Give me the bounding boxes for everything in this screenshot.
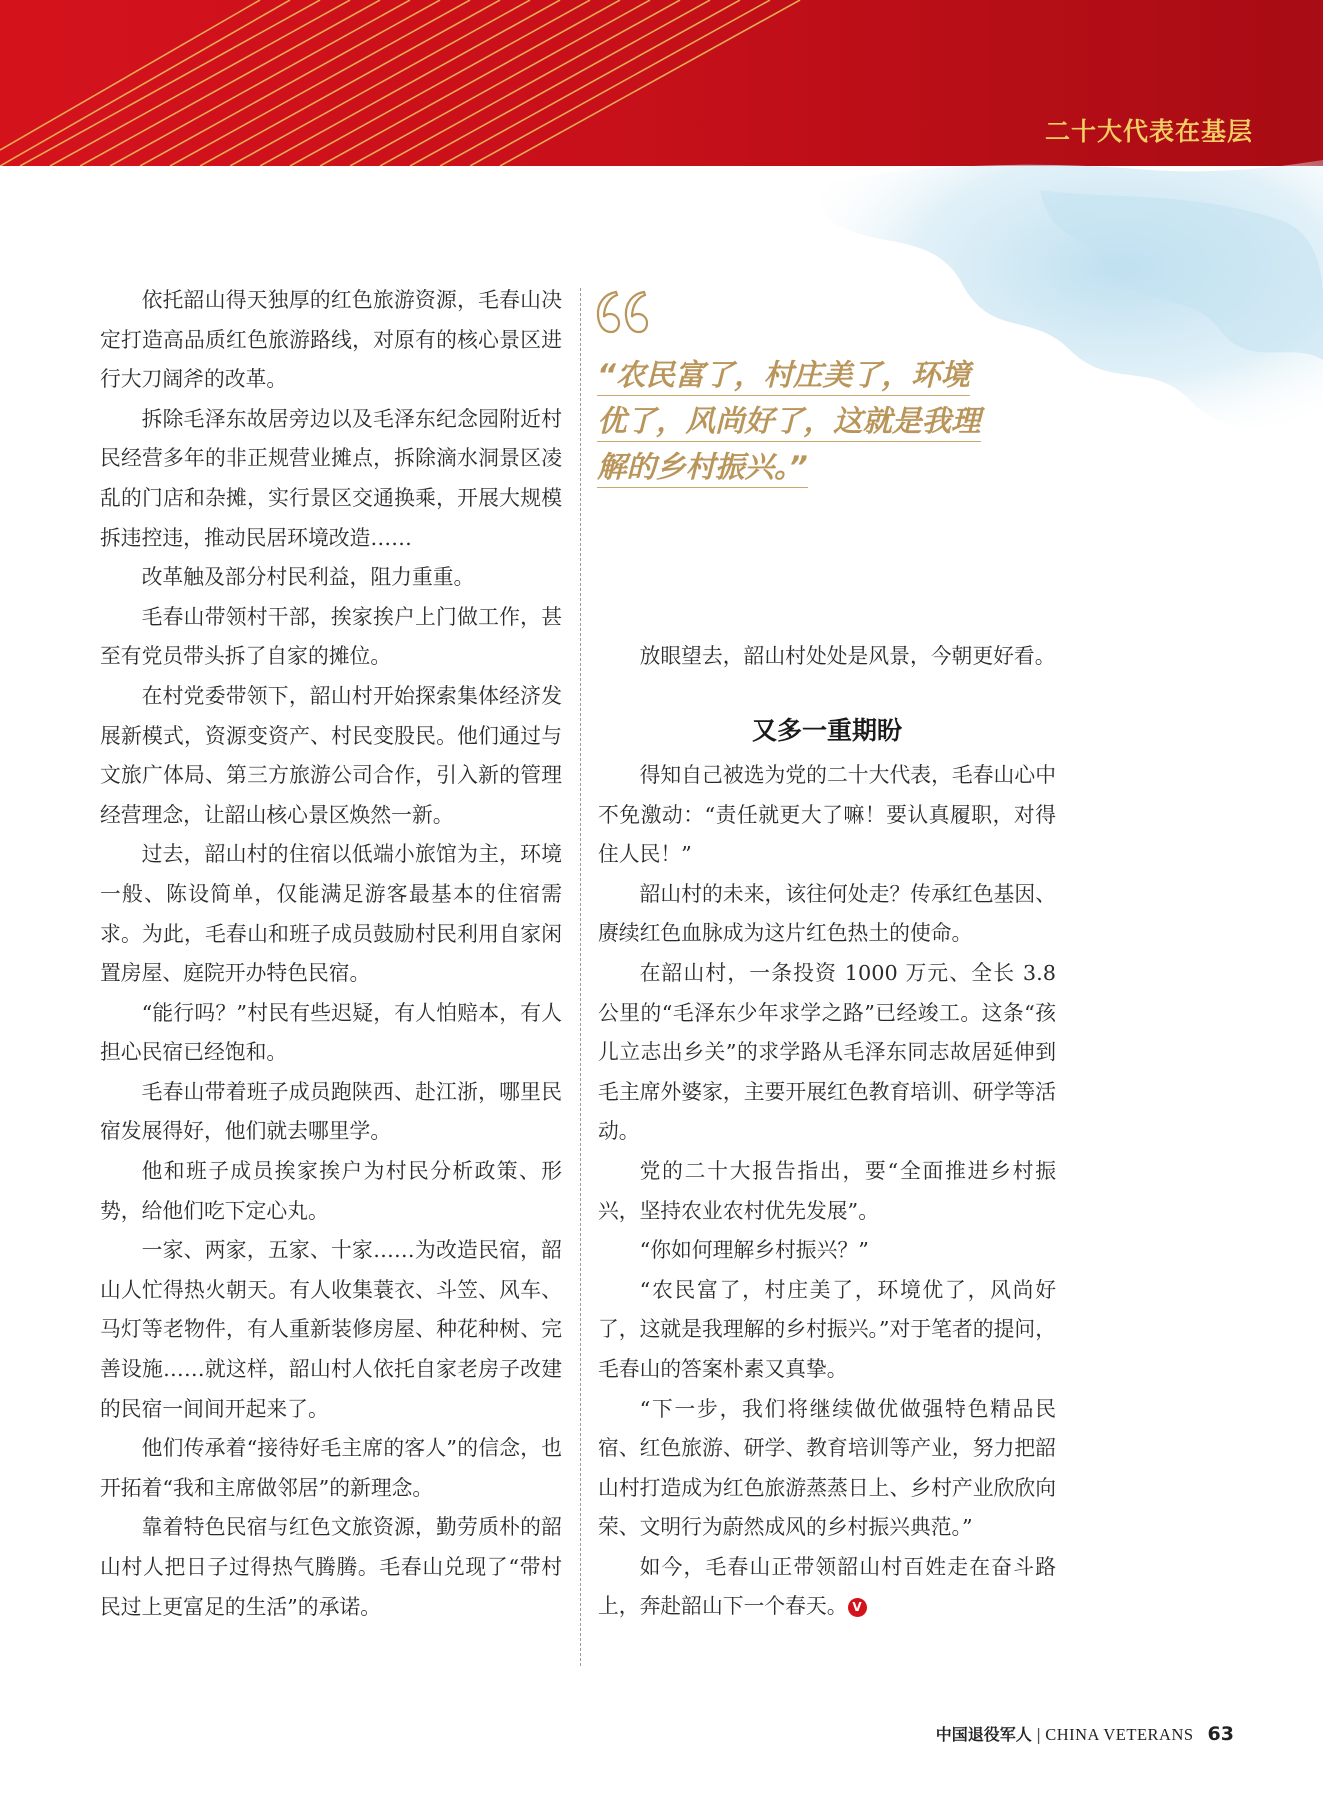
end-mark-icon: V [848, 1598, 867, 1617]
footer-separator: | [1035, 1725, 1042, 1744]
paragraph: “能行吗？”村民有些迟疑，有人怕赔本，有人担心民宿已经饱和。 [100, 1000, 562, 1065]
paragraph: 过去，韶山村的住宿以低端小旅馆为主，环境一般、陈设简单，仅能满足游客最基本的住宿需求。为此，毛春山和班子成员鼓励村民利用自家闲置房屋、庭院开办特色民宿。 [100, 842, 562, 986]
paragraph: 党的二十大报告指出，要“全面推进乡村振兴，坚持农业农村优先发展”。 [598, 1158, 1056, 1223]
paragraph: 改革触及部分村民利益，阻力重重。 [141, 565, 475, 590]
page-number: 63 [1207, 1723, 1234, 1745]
pull-quote-line: “农民富了，村庄美了，环境 [597, 352, 1067, 398]
paragraph: “农民富了，村庄美了，环境优了，风尚好了，这就是我理解的乡村振兴。”对于笔者的提问，毛春山的答案朴素又真挚。 [598, 1277, 1056, 1381]
paragraph: “你如何理解乡村振兴？” [639, 1238, 869, 1263]
section-heading: 又多一重期盼 [751, 716, 902, 745]
paragraph: 在村党委带领下，韶山村开始探索集体经济发展新模式，资源变资产、村民变股民。他们通过与文旅广体局、第三方旅游公司合作，引入新的管理经营理念，让韶山核心景区焕然一新。 [100, 683, 562, 827]
header-banner [0, 0, 1323, 166]
paragraph: “下一步，我们将继续做优做强特色精品民宿、红色旅游、研学、教育培训等产业，努力把韶山村打造成为红色旅游蒸蒸日上、乡村产业欣欣向荣、文明行为蔚然成风的乡村振兴典范。” [598, 1396, 1056, 1540]
paragraph: 韶山村的未来，该往何处走？传承红色基因、赓续红色血脉成为这片红色热土的使命。 [598, 881, 1056, 946]
quotation-mark-icon [592, 286, 652, 338]
paragraph: 他们传承着“接待好毛主席的客人”的信念，也开拓着“我和主席做邻居”的新理念。 [100, 1436, 562, 1500]
right-column [598, 756, 1056, 1627]
paragraph: 毛春山带领村干部，挨家挨户上门做工作，甚至有党员带头拆了自家的摊位。 [100, 604, 562, 669]
magazine-name-cn: 中国退役军人 [935, 1725, 1032, 1744]
paragraph: 如今，毛春山正带领韶山村百姓走在奋斗路上，奔赴韶山下一个春天。 V [598, 1554, 1056, 1619]
paragraph: 毛春山带着班子成员跑陕西、赴江浙，哪里民宿发展得好，他们就去哪里学。 [100, 1079, 562, 1144]
pull-quote [597, 352, 1067, 490]
paragraph: 放眼望去，韶山村处处是风景，今朝更好看。 [639, 644, 1056, 668]
paragraph: 依托韶山得天独厚的红色旅游资源，毛春山决定打造高品质红色旅游路线，对原有的核心景区进行大刀阔斧的改革。 [100, 288, 562, 392]
paragraph: 在韶山村，一条投资 1000 万元、全长 3.8 公里的“毛泽东少年求学之路”已经竣工。这条“孩儿立志出乡关”的求学路从毛泽东同志故居延伸到毛主席外婆家，主要开展红色教育培训、研学等活动。 [598, 960, 1056, 1144]
paragraph: 一家、两家，五家、十家……为改造民宿，韶山人忙得热火朝天。有人收集蓑衣、斗笠、风车、马灯等老物件，有人重新装修房屋、种花种树、完善设施……就这样，韶山村人依托自家老房子改建的民宿一间间开起来了。 [100, 1238, 562, 1421]
left-column [100, 281, 562, 1627]
right-column-continuation [598, 637, 1056, 677]
section-title: 二十大代表在基层 [1044, 117, 1253, 146]
magazine-name-en: CHINA VETERANS [1045, 1725, 1194, 1744]
pull-quote-line: 解的乡村振兴。” [597, 444, 1067, 490]
column-divider [580, 288, 581, 1666]
pull-quote-line: 优了，风尚好了，这就是我理 [597, 398, 1067, 444]
paragraph: 拆除毛泽东故居旁边以及毛泽东纪念园附近村民经营多年的非正规营业摊点，拆除滴水洞景区凌乱的门店和杂摊，实行景区交通换乘，开展大规模拆违控违，推动民居环境改造…… [100, 406, 562, 550]
page-footer [936, 1722, 1234, 1745]
paragraph: 他和班子成员挨家挨户为村民分析政策、形势，给他们吃下定心丸。 [100, 1159, 562, 1223]
paragraph: 得知自己被选为党的二十大代表，毛春山心中不免激动：“责任就更大了嘛！要认真履职，对得住人民！” [598, 763, 1056, 867]
paragraph: 靠着特色民宿与红色文旅资源，勤劳质朴的韶山村人把日子过得热气腾腾。毛春山兑现了“带村民过上更富足的生活”的承诺。 [100, 1515, 562, 1619]
